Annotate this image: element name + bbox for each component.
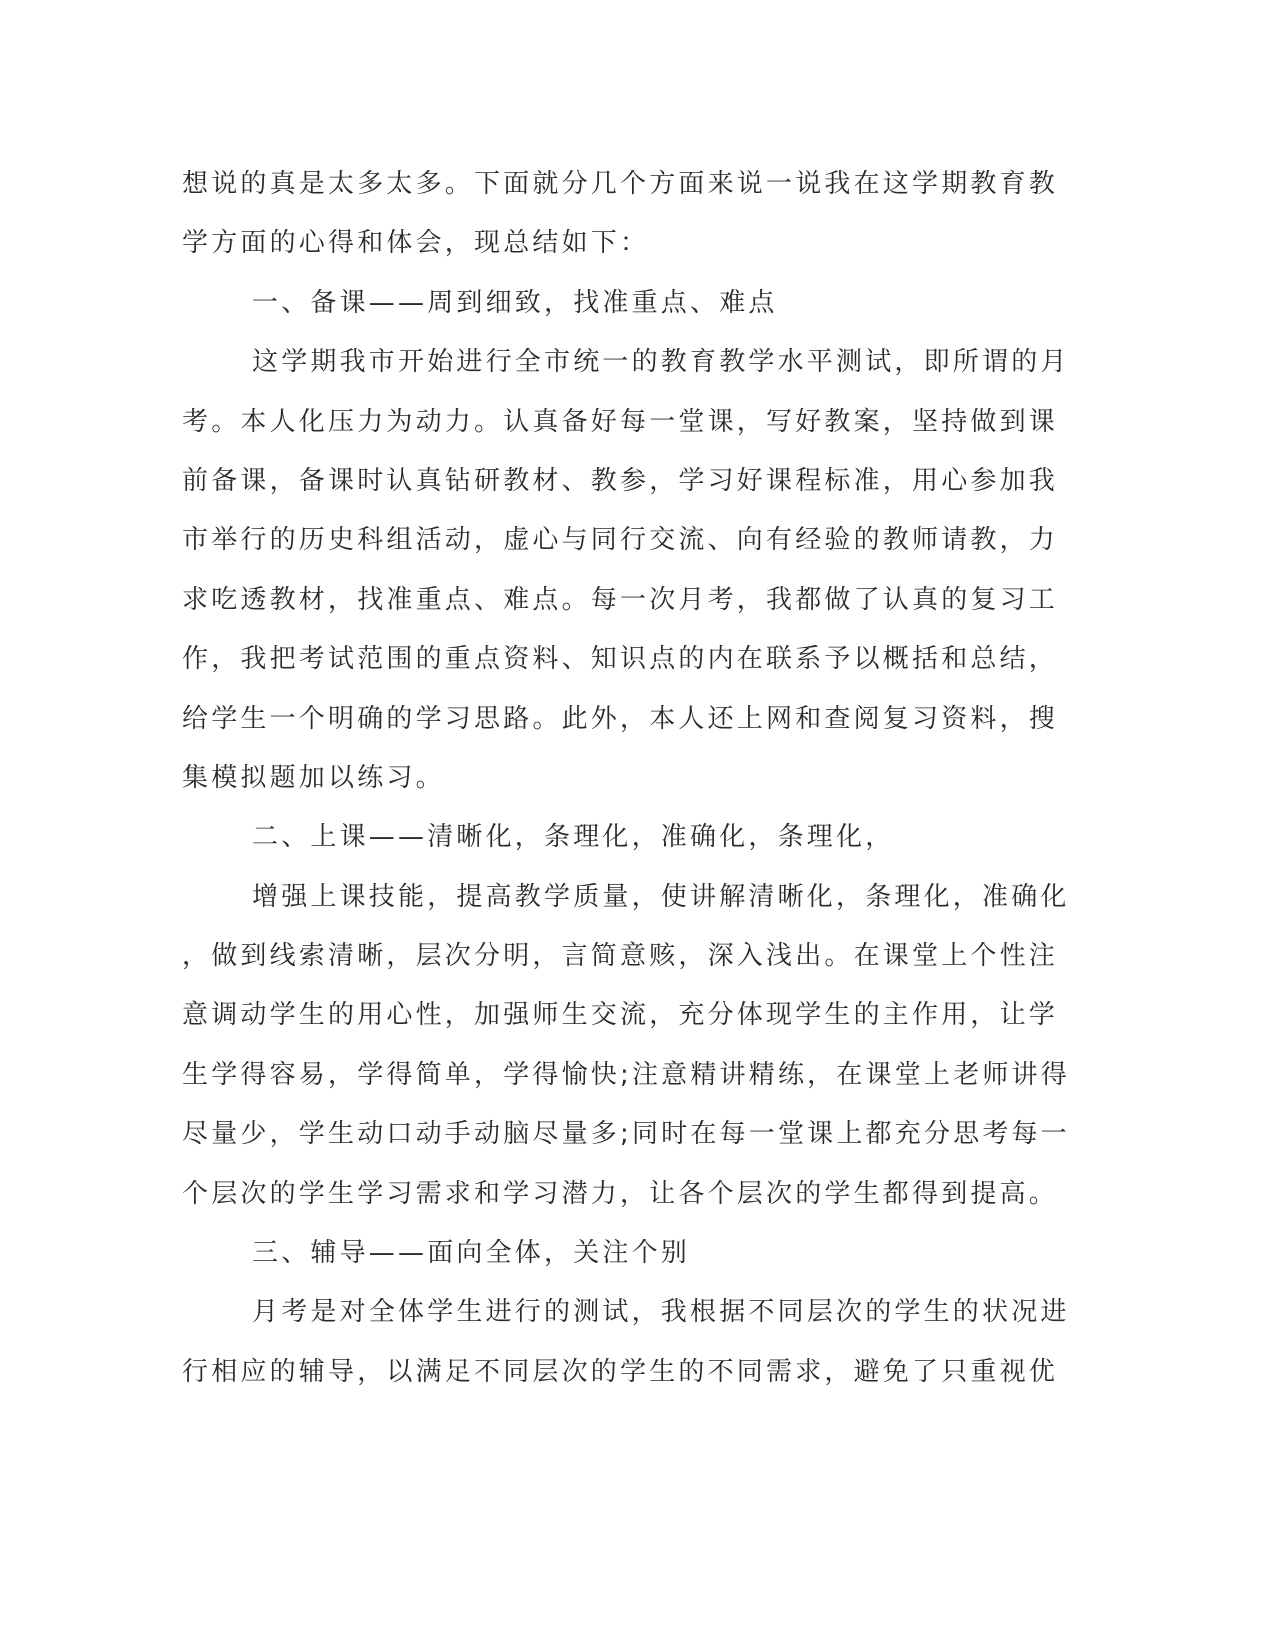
- text-line: 学方面的心得和体会，现总结如下：: [182, 228, 650, 259]
- text-line: 想说的真是太多太多。下面就分几个方面来说一说我在这学期教育教: [182, 169, 1059, 199]
- text-line: 集模拟题加以练习。: [182, 762, 445, 793]
- text-line: 生学得容易，学得简单，学得愉快;注意精讲精练，在课堂上老师讲得: [182, 1059, 1070, 1090]
- text-line: 市举行的历史科组活动，虚心与同行交流、向有经验的教师请教，力: [182, 525, 1059, 556]
- text-line: 考。本人化压力为动力。认真备好每一堂课，写好教案，坚持做到课: [182, 406, 1059, 437]
- text-line: ，做到线索清晰，层次分明，言简意赅，深入浅出。在课堂上个性注: [182, 941, 1059, 972]
- section-heading: 一、备课——周到细致，找准重点、难点: [252, 287, 778, 318]
- text-line: 求吃透教材，找准重点、难点。每一次月考，我都做了认真的复习工: [182, 584, 1059, 615]
- text-line: 作，我把考试范围的重点资料、知识点的内在联系予以概括和总结，: [182, 644, 1059, 675]
- text-line: 尽量少，学生动口动手动脑尽量多;同时在每一堂课上都充分思考每一: [182, 1119, 1070, 1150]
- text-line: 月考是对全体学生进行的测试，我根据不同层次的学生的状况进: [252, 1297, 1070, 1328]
- text-line: 增强上课技能，提高教学质量，使讲解清晰化，条理化，准确化: [252, 881, 1070, 912]
- text-line: 个层次的学生学习需求和学习潜力，让各个层次的学生都得到提高。: [182, 1178, 1059, 1209]
- section-heading: 三、辅导——面向全体，关注个别: [252, 1238, 691, 1269]
- text-line: 前备课，备课时认真钻研教材、教参，学习好课程标准，用心参加我: [182, 465, 1059, 496]
- text-line: 给学生一个明确的学习思路。此外，本人还上网和查阅复习资料，搜: [182, 703, 1059, 734]
- document-body: [182, 155, 1070, 1402]
- section-heading: 二、上课——清晰化，条理化，准确化，条理化，: [252, 822, 895, 853]
- text-line: 这学期我市开始进行全市统一的教育教学水平测试，即所谓的月: [252, 347, 1070, 378]
- text-line: 行相应的辅导，以满足不同层次的学生的不同需求，避免了只重视优: [182, 1356, 1059, 1387]
- text-line: 意调动学生的用心性，加强师生交流，充分体现学生的主作用，让学: [182, 1000, 1059, 1031]
